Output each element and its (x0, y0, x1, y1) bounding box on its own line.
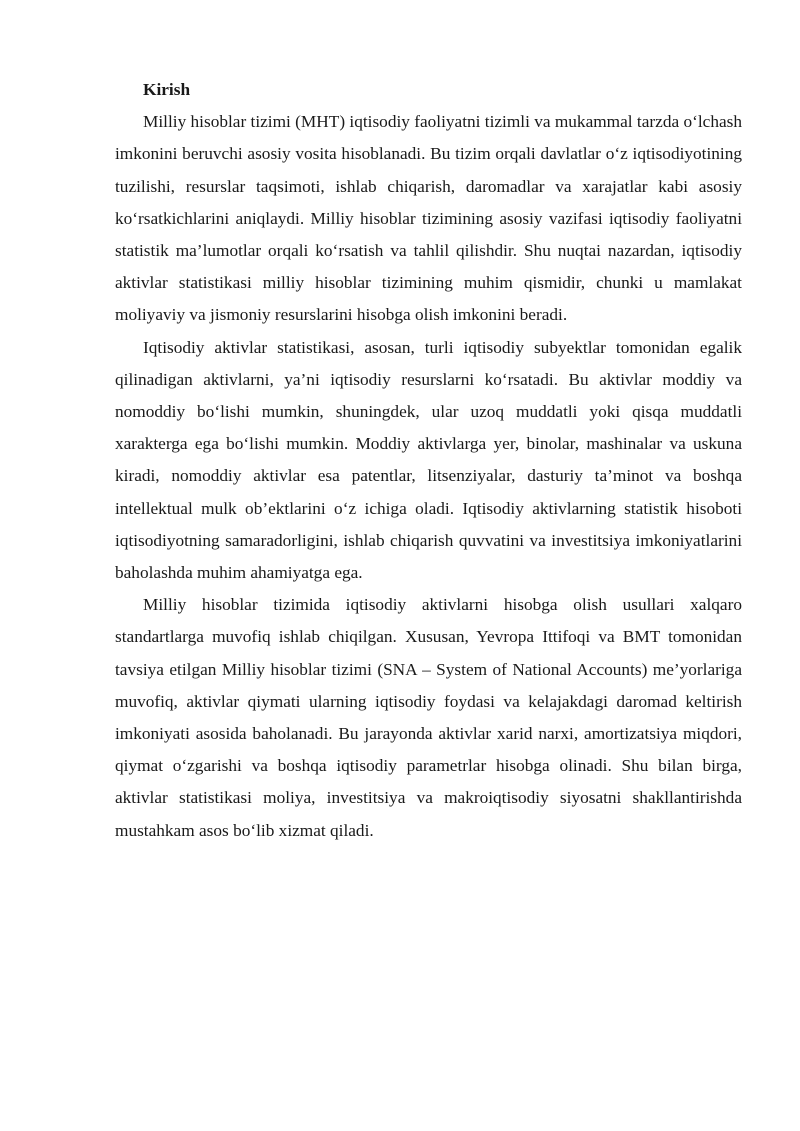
paragraph-3: Milliy hisoblar tizimida iqtisodiy aktivlarni hisobga olish usullari xalqaro standartlarga muvofiq ishlab chiqilgan. Xususan, Yevropa Ittifoqi va BMT tomonidan tavsiya etilgan Milliy hisoblar tizimi (SNA – System of National Accounts) me’yorlariga muvofiq, aktivlar qiymati ularning iqtisodiy foydasi va kelajakdagi daromad keltirish imkoniyati asosida baholanadi. Bu jarayonda aktivlar xarid narxi, amortizatsiya miqdori, qiymat o‘zgarishi va boshqa iqtisodiy parametrlar hisobga olinadi. Shu bilan birga, aktivlar statistikasi moliya, investitsiya va makroiqtisodiy siyosatni shakllantirishda mustahkam asos bo‘lib xizmat qiladi. (115, 595, 742, 840)
paragraph-1: Milliy hisoblar tizimi (MHT) iqtisodiy faoliyatni tizimli va mukammal tarzda o‘lchash imkonini beruvchi asosiy vosita hisoblanadi. Bu tizim orqali davlatlar o‘z iqtisodiyotining tuzilishi, resurslar taqsimoti, ishlab chiqarish, daromadlar va xarajatlar kabi asosiy ko‘rsatkichlarini aniqlaydi. Milliy hisoblar tizimining asosiy vazifasi iqtisodiy faoliyatni statistik ma’lumotlar orqali ko‘rsatish va tahlil qilishdir. Shu nuqtai nazardan, iqtisodiy aktivlar statistikasi milliy hisoblar tizimining muhim qismidir, chunki u mamlakat moliyaviy va jismoniy resurslarini hisobga olish imkonini beradi. (115, 112, 742, 325)
section-heading: Kirish (143, 80, 191, 99)
document-body (115, 74, 742, 847)
paragraph-2: Iqtisodiy aktivlar statistikasi, asosan, turli iqtisodiy subyektlar tomonidan egalik qilinadigan aktivlarni, ya’ni iqtisodiy resurslarni ko‘rsatadi. Bu aktivlar moddiy va nomoddiy bo‘lishi mumkin, shuningdek, ular uzoq muddatli yoki qisqa muddatli xarakterga ega bo‘lishi mumkin. Moddiy aktivlarga yer, binolar, mashinalar va uskuna kiradi, nomoddiy aktivlar esa patentlar, litsenziyalar, dasturiy ta’minot va boshqa intellektual mulk ob’ektlarini o‘z ichiga oladi. Iqtisodiy aktivlarning statistik hisoboti iqtisodiyotning samaradorligini, ishlab chiqarish quvvatini va investitsiya imkoniyatlarini baholashda muhim ahamiyatga ega. (115, 337, 742, 583)
